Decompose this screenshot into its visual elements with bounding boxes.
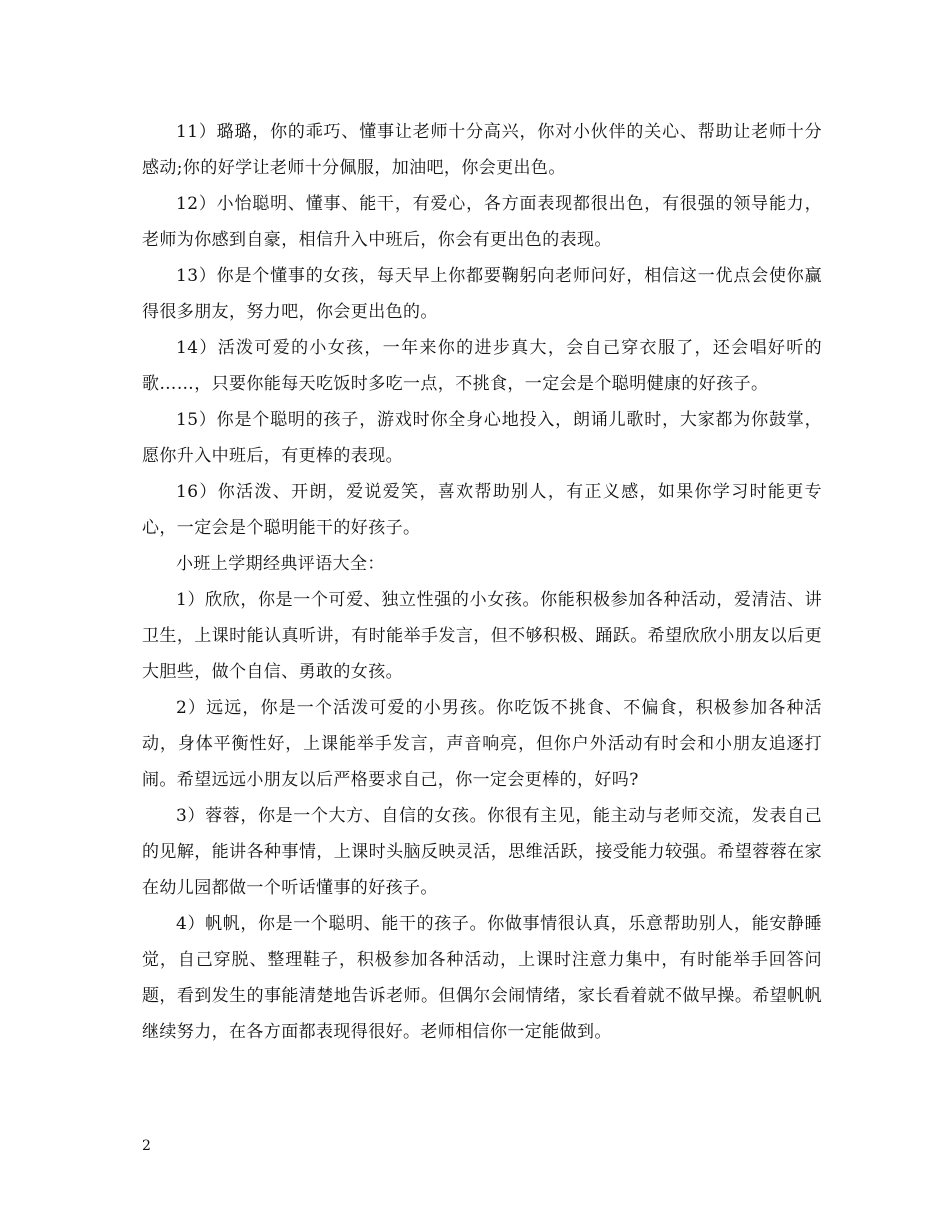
page-number: 2	[142, 1138, 151, 1154]
paragraph-4: 4）帆帆，你是一个聪明、能干的孩子。你做事情很认真，乐意帮助别人，能安静睡觉，自己穿脱、整理鞋子，积极参加各种活动，上课时注意力集中，有时能举手回答问题，看到发生的事能清楚地告诉老师。但偶尔会闹情绪，家长看着就不做早操。希望帆帆继续努力，在各方面都表现得很好。老师相信你一定能做到。	[142, 914, 822, 1042]
paragraph-15: 15）你是个聪明的孩子，游戏时你全身心地投入，朗诵儿歌时，大家都为你鼓掌，愿你升入中班后，有更棒的表现。	[142, 410, 822, 466]
paragraph-14: 14）活泼可爱的小女孩，一年来你的进步真大，会自己穿衣服了，还会唱好听的歌……，只要你能每天吃饭时多吃一点，不挑食，一定会是个聪明健康的好孩子。	[142, 338, 822, 394]
paragraph-16: 16）你活泼、开朗，爱说爱笑，喜欢帮助别人，有正义感，如果你学习时能更专心，一定会是个聪明能干的好孩子。	[142, 482, 822, 538]
paragraph-11: 11）璐璐，你的乖巧、懂事让老师十分高兴，你对小伙伴的关心、帮助让老师十分感动;你的好学让老师十分佩服，加油吧，你会更出色。	[142, 122, 822, 178]
document-body	[142, 114, 822, 1050]
paragraph-13: 13）你是个懂事的女孩，每天早上你都要鞠躬向老师问好，相信这一优点会使你赢得很多朋友，努力吧，你会更出色的。	[142, 266, 822, 322]
paragraph-1: 1）欣欣，你是一个可爱、独立性强的小女孩。你能积极参加各种活动，爱清洁、讲卫生，上课时能认真听讲，有时能举手发言，但不够积极、踊跃。希望欣欣小朋友以后更大胆些，做个自信、勇敢的女孩。	[142, 590, 822, 682]
paragraph-12: 12）小怡聪明、懂事、能干，有爱心，各方面表现都很出色，有很强的领导能力，老师为你感到自豪，相信升入中班后，你会有更出色的表现。	[142, 194, 822, 250]
paragraph-3: 3）蓉蓉，你是一个大方、自信的女孩。你很有主见，能主动与老师交流，发表自己的见解，能讲各种事情，上课时头脑反映灵活，思维活跃，接受能力较强。希望蓉蓉在家在幼儿园都做一个听话懂事的好孩子。	[142, 806, 822, 898]
section-heading: 小班上学期经典评语大全：	[176, 554, 385, 574]
paragraph-2: 2）远远，你是一个活泼可爱的小男孩。你吃饭不挑食、不偏食，积极参加各种活动，身体平衡性好，上课能举手发言，声音响亮，但你户外活动有时会和小朋友追逐打闹。希望远远小朋友以后严格要求自己，你一定会更棒的，好吗?	[142, 698, 822, 790]
